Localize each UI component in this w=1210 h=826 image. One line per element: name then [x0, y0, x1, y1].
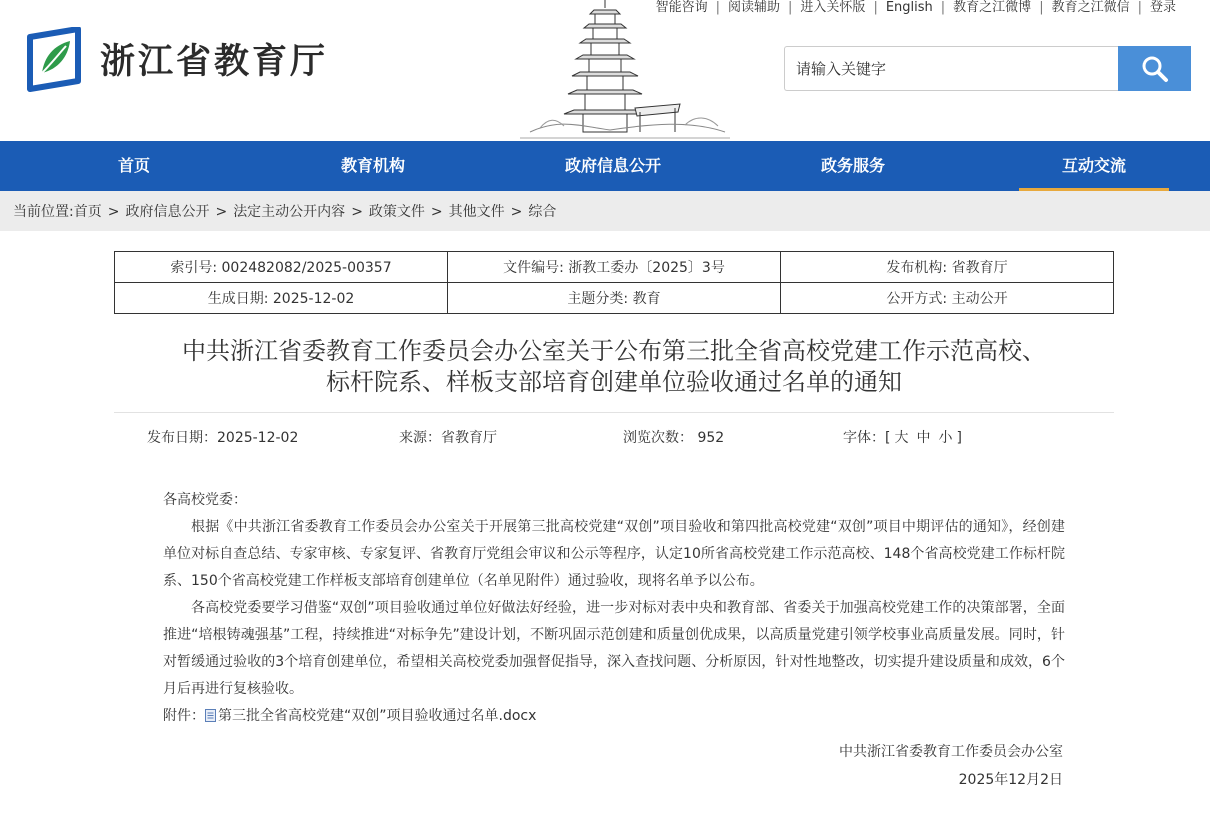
view-count: [623, 427, 724, 447]
top-link-smart-consult[interactable]: 智能咨询: [655, 0, 708, 15]
breadcrumb-arrow: >: [510, 204, 523, 220]
article-body: [163, 487, 1065, 730]
attachment-link[interactable]: 第三批全省高校党建“双创”项目验收通过名单.docx: [218, 708, 537, 724]
pagoda-illustration: [520, 0, 730, 141]
meta-created: 生成日期: 2025-12-02: [115, 283, 448, 314]
separator: |: [873, 0, 878, 15]
nav-item-gov-info[interactable]: 政府信息公开: [564, 156, 661, 175]
article-source: 来源：省教育厅: [399, 430, 497, 446]
meta-disclosure: 公开方式: 主动公开: [781, 283, 1114, 314]
paragraph-1: 根据《中共浙江省委教育工作委员会办公室关于开展第三批高校党建“双创”项目验收和第四批高校党建“双创”项目中期评估的通知》，经创建单位对标自查总结、专家审核、专家复评、省教育厅党组会审议和公示等程序，认定10所省高校党建工作示范高校、148个省高校党建工作标杆院系、150个省高校党建工作样板支部培育创建单位（名单见附件）通过验收，现将名单予以公布。: [163, 519, 1065, 589]
doc-meta-table: [114, 251, 1114, 314]
site-name: 浙江省教育厅: [100, 41, 329, 82]
publish-date: 发布日期：2025-12-02: [147, 430, 299, 446]
table-row: [115, 252, 1114, 283]
top-link-english[interactable]: English: [885, 0, 933, 15]
article-title: [114, 336, 1114, 398]
separator: |: [1039, 0, 1044, 15]
font-size-close: ]: [956, 430, 962, 446]
breadcrumb-arrow: >: [351, 204, 363, 220]
top-link-wechat[interactable]: 教育之江微信: [1051, 0, 1130, 15]
nav-item-interaction[interactable]: 互动交流: [1019, 141, 1169, 191]
meta-category: 主题分类: 教育: [448, 283, 781, 314]
top-links: [656, 0, 1176, 16]
nav-item-home[interactable]: 首页: [117, 156, 150, 175]
main-nav: [0, 141, 1210, 191]
nav-item-institutions[interactable]: 教育机构: [340, 156, 405, 175]
separator: |: [788, 0, 793, 15]
attachment-label: 附件：: [163, 708, 205, 724]
font-size-medium[interactable]: 中: [916, 430, 931, 446]
search-button[interactable]: [1118, 46, 1191, 91]
breadcrumb-other[interactable]: 其他文件: [448, 204, 505, 220]
signature: 中共浙江省委教育工作委员会办公室: [839, 744, 1063, 760]
paragraph-2: 各高校党委要学习借鉴“双创”项目验收通过单位好做法好经验，进一步对标对表中央和教育部、省委关于加强高校党建工作的决策部署，全面推进“培根铸魂强基”工程，持续推进“对标争先”建设计划，不断巩固示范创建和质量创优成果，以高质量党建引领学校事业高质量发展。同时，针对暂缓通过验收的3个培育创建单位，希望相关高校党委加强督促指导，深入查找问题、分析原因，针对性地整改，切实提升建设质量和成效，6个月后再进行复核验收。: [163, 600, 1065, 697]
separator: |: [940, 0, 946, 15]
breadcrumb-statutory[interactable]: 法定主动公开内容: [233, 204, 346, 220]
meta-index-no: 索引号: 002482082/2025-00357: [115, 252, 448, 283]
breadcrumb-arrow: >: [215, 204, 228, 220]
breadcrumb-prefix: 当前位置:: [13, 204, 74, 220]
search-bar: [784, 46, 1191, 91]
top-link-weibo[interactable]: 教育之江微博: [953, 0, 1032, 15]
article-title-line1: 中共浙江省委教育工作委员会办公室关于公布第三批全省高校党建工作示范高校、: [182, 337, 1046, 365]
breadcrumb-policy[interactable]: 政策文件: [368, 204, 425, 220]
font-size-label: 字体：[: [843, 430, 891, 446]
site-header: [0, 0, 1210, 141]
signature-date: 2025年12月2日: [958, 772, 1063, 788]
breadcrumb-gov-info[interactable]: 政府信息公开: [125, 204, 210, 220]
view-count-label: 浏览次数：: [623, 430, 693, 446]
document-icon: [205, 709, 216, 722]
view-count-value: 952: [697, 430, 725, 446]
font-size-large[interactable]: 大: [894, 430, 909, 446]
top-link-care-mode[interactable]: 进入关怀版: [800, 0, 866, 15]
table-row: [115, 283, 1114, 314]
meta-publisher: 发布机构: 省教育厅: [781, 252, 1114, 283]
site-logo[interactable]: [26, 27, 328, 95]
meta-doc-no: 文件编号: 浙教工委办〔2025〕3号: [448, 252, 781, 283]
top-link-reading-aid[interactable]: 阅读辅助: [728, 0, 781, 15]
search-input[interactable]: [784, 46, 1118, 91]
separator: |: [1137, 0, 1142, 15]
font-size-control: [843, 427, 962, 447]
breadcrumb: [0, 191, 1210, 231]
nav-item-services[interactable]: 政务服务: [820, 156, 885, 175]
breadcrumb-home[interactable]: 首页: [73, 204, 102, 220]
breadcrumb-arrow: >: [107, 204, 120, 220]
salutation: 各高校党委：: [163, 492, 247, 508]
breadcrumb-general[interactable]: 综合: [528, 204, 557, 220]
divider: [114, 412, 1114, 413]
top-link-login[interactable]: 登录: [1149, 0, 1176, 15]
logo-emblem-icon: [26, 27, 82, 95]
breadcrumb-arrow: >: [430, 204, 443, 220]
attachment: [163, 703, 1065, 730]
separator: |: [715, 0, 721, 15]
font-size-small[interactable]: 小: [938, 430, 953, 446]
search-icon: [1141, 55, 1169, 83]
article-title-line2: 标杆院系、样板支部培育创建单位验收通过名单的通知: [326, 368, 902, 396]
